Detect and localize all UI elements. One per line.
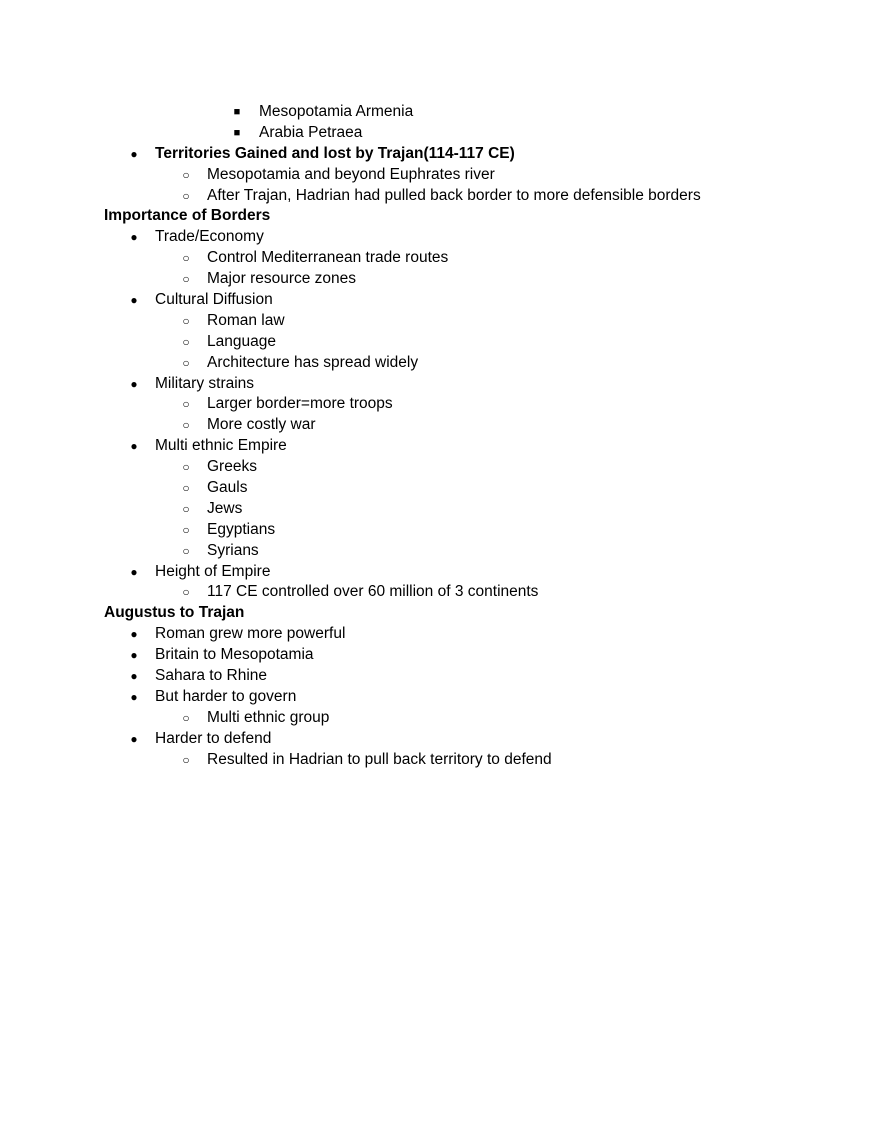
list-item-text: Resulted in Hadrian to pull back territory to defend	[207, 750, 552, 768]
list-item-text: Syrians	[207, 541, 259, 559]
list-item	[0, 457, 880, 478]
list-item-text: Roman law	[207, 311, 285, 329]
list-item	[0, 750, 880, 771]
list-item	[0, 687, 880, 708]
hollow-bullet-icon: ○	[182, 710, 190, 725]
list-item	[0, 415, 880, 436]
list-item-text: Multi ethnic group	[207, 708, 330, 726]
list-item	[0, 144, 880, 165]
hollow-bullet-icon: ○	[182, 543, 190, 558]
list-item	[0, 290, 880, 311]
hollow-bullet-icon: ○	[182, 334, 190, 349]
list-item-text: Gauls	[207, 479, 248, 497]
list-item-text: Mesopotamia and beyond Euphrates river	[207, 165, 495, 183]
list-item	[0, 186, 880, 207]
list-item-text: Control Mediterranean trade routes	[207, 249, 449, 267]
filled-bullet-icon: ●	[130, 564, 138, 579]
list-item-text: Arabia Petraea	[259, 123, 363, 141]
list-item	[0, 394, 880, 415]
list-item	[0, 499, 880, 520]
list-item-text: Britain to Mesopotamia	[155, 646, 314, 664]
list-item	[0, 436, 880, 457]
filled-bullet-icon: ●	[130, 689, 138, 704]
hollow-bullet-icon: ○	[182, 167, 190, 182]
hollow-bullet-icon: ○	[182, 481, 190, 496]
hollow-bullet-icon: ○	[182, 251, 190, 266]
list-item-text: Military strains	[155, 374, 255, 392]
list-item	[0, 227, 880, 248]
list-item-text: Multi ethnic Empire	[155, 437, 287, 455]
section-heading-text: Importance of Borders	[104, 207, 271, 225]
list-item-text: Jews	[207, 499, 243, 517]
filled-bullet-icon: ●	[130, 669, 138, 684]
list-item	[0, 666, 880, 687]
list-item	[0, 708, 880, 729]
list-item-text: Trade/Economy	[155, 228, 264, 246]
list-item	[0, 520, 880, 541]
document-page	[0, 102, 880, 771]
list-item-text: Mesopotamia Armenia	[259, 103, 414, 120]
list-item	[0, 645, 880, 666]
list-item	[0, 624, 880, 645]
hollow-bullet-icon: ○	[182, 752, 190, 767]
hollow-bullet-icon: ○	[182, 460, 190, 475]
list-item-text: Language	[207, 332, 276, 350]
list-item	[0, 582, 880, 603]
list-item-text: Harder to defend	[155, 729, 272, 747]
square-bullet-icon: ■	[233, 106, 241, 118]
hollow-bullet-icon: ○	[182, 355, 190, 370]
list-item	[0, 248, 880, 269]
list-item-text: Architecture has spread widely	[207, 353, 419, 371]
list-item-text: Major resource zones	[207, 270, 357, 288]
hollow-bullet-icon: ○	[182, 501, 190, 516]
list-item-text: After Trajan, Hadrian had pulled back border to more defensible borders	[207, 186, 701, 204]
hollow-bullet-icon: ○	[182, 397, 190, 412]
list-item	[0, 269, 880, 290]
filled-bullet-icon: ●	[130, 648, 138, 663]
list-item-text: Roman grew more powerful	[155, 625, 346, 643]
list-item-text: 117 CE controlled over 60 million of 3 continents	[207, 583, 539, 601]
hollow-bullet-icon: ○	[182, 188, 190, 203]
list-item-text: Larger border=more troops	[207, 395, 393, 413]
hollow-bullet-icon: ○	[182, 418, 190, 433]
list-item	[0, 332, 880, 353]
list-item-text: Egyptians	[207, 520, 276, 538]
list-item-text: But harder to govern	[155, 687, 297, 705]
list-item-heading: Territories Gained and lost by Trajan(114-117 CE)	[155, 144, 515, 162]
list-item	[0, 374, 880, 395]
hollow-bullet-icon: ○	[182, 313, 190, 328]
filled-bullet-icon: ●	[130, 146, 138, 161]
filled-bullet-icon: ●	[130, 230, 138, 245]
section-heading	[0, 206, 880, 227]
list-item	[0, 729, 880, 750]
square-bullet-icon: ■	[233, 126, 241, 139]
hollow-bullet-icon: ○	[182, 272, 190, 287]
list-item	[0, 311, 880, 332]
filled-bullet-icon: ●	[130, 731, 138, 746]
filled-bullet-icon: ●	[130, 376, 138, 391]
section-heading	[0, 603, 880, 624]
filled-bullet-icon: ●	[130, 293, 138, 308]
filled-bullet-icon: ●	[130, 439, 138, 454]
list-item	[0, 123, 880, 144]
list-item	[0, 541, 880, 562]
section-heading-text: Augustus to Trajan	[104, 604, 245, 622]
list-item	[0, 562, 880, 583]
list-item	[0, 478, 880, 499]
filled-bullet-icon: ●	[130, 627, 138, 642]
list-item	[0, 102, 880, 123]
list-item-text: More costly war	[207, 416, 316, 434]
hollow-bullet-icon: ○	[182, 585, 190, 600]
list-item-text: Cultural Diffusion	[155, 291, 273, 309]
list-item	[0, 353, 880, 374]
list-item-text: Height of Empire	[155, 562, 271, 580]
list-item-text: Greeks	[207, 458, 257, 476]
list-item-text: Sahara to Rhine	[155, 667, 268, 685]
hollow-bullet-icon: ○	[182, 522, 190, 537]
list-item	[0, 165, 880, 186]
